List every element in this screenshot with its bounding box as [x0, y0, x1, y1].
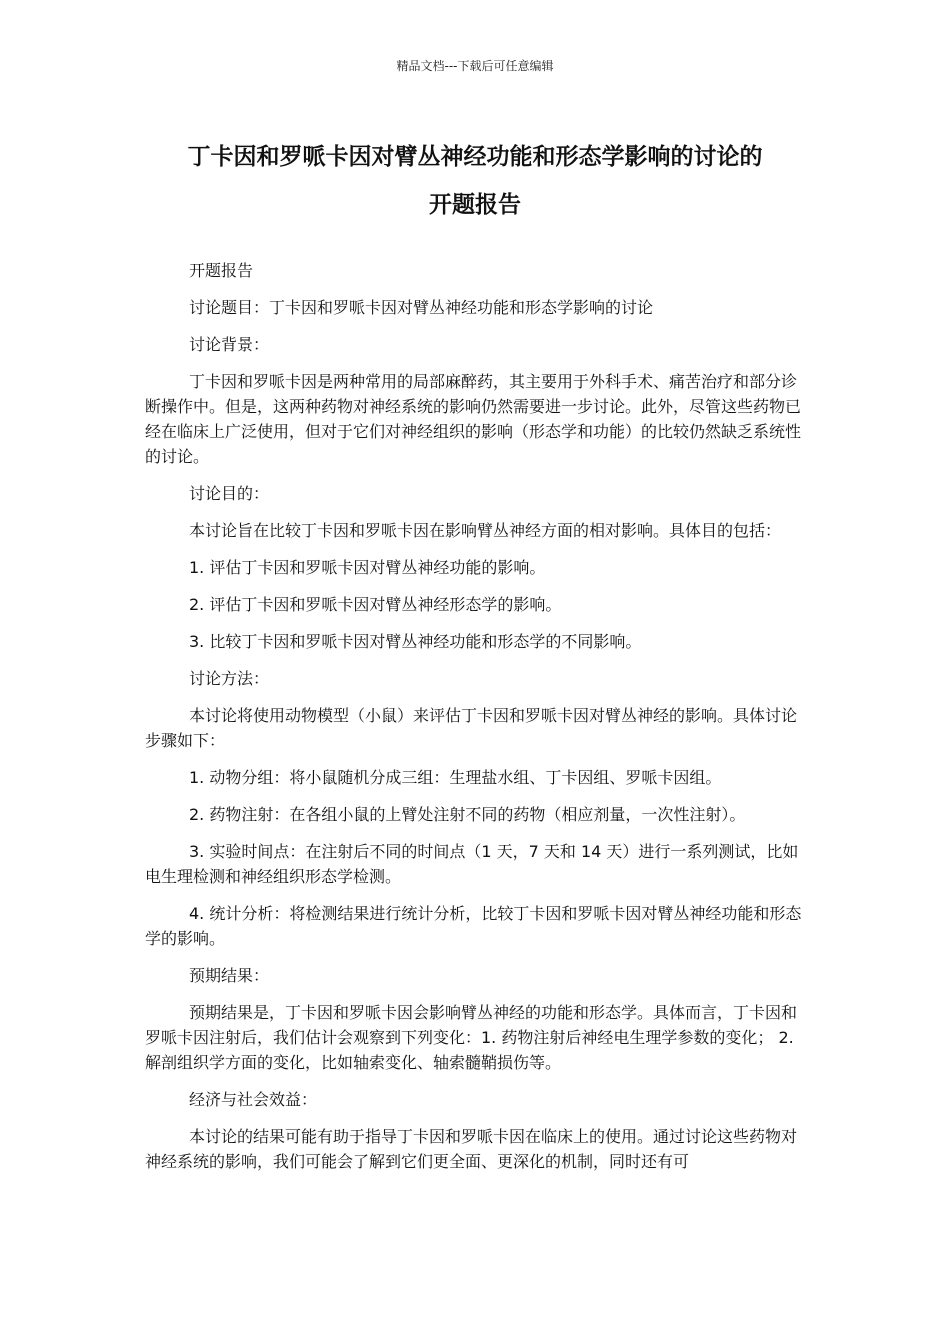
paragraph: 本讨论的结果可能有助于指导丁卡因和罗哌卡因在临床上的使用。通过讨论这些药物对神经系统的影响，我们可能会了解到它们更全面、更深化的机制，同时还有可 [145, 1127, 798, 1171]
paragraph: 经济与社会效益： [189, 1090, 318, 1109]
paragraph: 预期结果是，丁卡因和罗哌卡因会影响臂丛神经的功能和形态学。具体而言，丁卡因和罗哌卡因注射后，我们估计会观察到下列变化：1. 药物注射后神经电生理学参数的变化； 2. 解剖组织学方面的变化，比如轴索变化、轴索髓鞘损伤等。 [145, 1003, 798, 1072]
page-header-note: 精品文档---下载后可任意编辑 [396, 59, 554, 73]
paragraph: 本讨论旨在比较丁卡因和罗哌卡因在影响臂丛神经方面的相对影响。具体目的包括： [189, 521, 782, 540]
paragraph: 3. 比较丁卡因和罗哌卡因对臂丛神经功能和形态学的不同影响。 [189, 632, 642, 651]
paragraph: 2. 药物注射：在各组小鼠的上臂处注射不同的药物（相应剂量，一次性注射）。 [189, 805, 746, 824]
paragraph: 讨论题目：丁卡因和罗哌卡因对臂丛神经功能和形态学影响的讨论 [189, 298, 654, 317]
document-title [145, 133, 805, 229]
paragraph: 讨论背景： [189, 335, 270, 354]
paragraph: 2. 评估丁卡因和罗哌卡因对臂丛神经形态学的影响。 [189, 595, 562, 614]
paragraph: 开题报告 [189, 261, 254, 280]
title-line-1: 丁卡因和罗哌卡因对臂丛神经功能和形态学影响的讨论的 [187, 144, 763, 170]
paragraph: 讨论方法： [189, 669, 270, 688]
paragraph: 1. 评估丁卡因和罗哌卡因对臂丛神经功能的影响。 [189, 558, 546, 577]
document-body [145, 258, 807, 1186]
paragraph: 4. 统计分析：将检测结果进行统计分析，比较丁卡因和罗哌卡因对臂丛神经功能和形态学的影响。 [145, 904, 802, 948]
paragraph: 讨论目的： [189, 484, 270, 503]
paragraph: 本讨论将使用动物模型（小鼠）来评估丁卡因和罗哌卡因对臂丛神经的影响。具体讨论步骤如下： [145, 706, 798, 750]
title-line-2: 开题报告 [429, 192, 521, 218]
paragraph: 丁卡因和罗哌卡因是两种常用的局部麻醉药，其主要用于外科手术、痛苦治疗和部分诊断操作中。但是，这两种药物对神经系统的影响仍然需要进一步讨论。此外，尽管这些药物已经在临床上广泛使用，但对于它们对神经组织的影响（形态学和功能）的比较仍然缺乏系统性的讨论。 [145, 372, 802, 466]
paragraph: 3. 实验时间点：在注射后不同的时间点（1 天，7 天和 14 天）进行一系列测试，比如电生理检测和神经组织形态学检测。 [145, 842, 799, 886]
paragraph: 1. 动物分组：将小鼠随机分成三组：生理盐水组、丁卡因组、罗哌卡因组。 [189, 768, 722, 787]
paragraph: 预期结果： [189, 966, 270, 985]
